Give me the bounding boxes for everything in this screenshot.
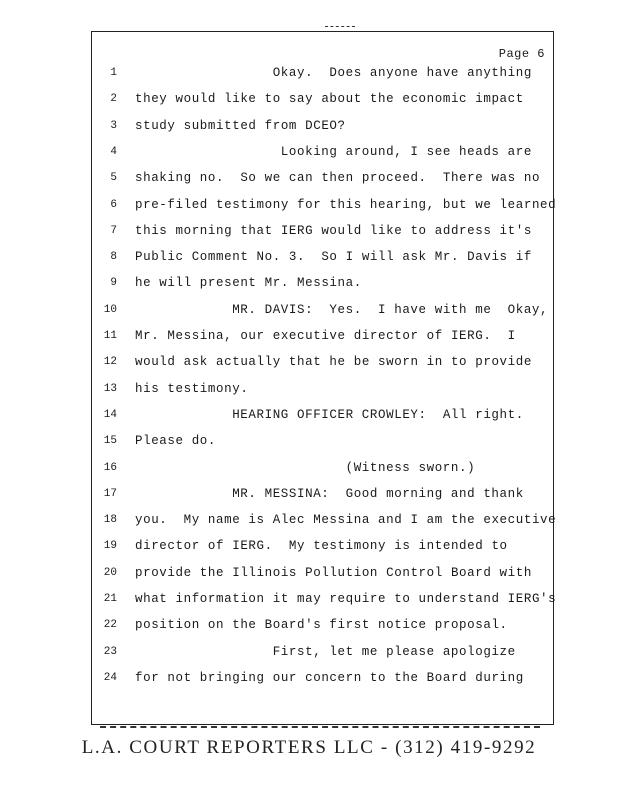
line-number: 23 (103, 645, 117, 658)
line-text: Okay. Does anyone have anything (272, 66, 532, 80)
line-number: 7 (110, 224, 117, 237)
transcript-line (92, 618, 553, 644)
transcript-line (92, 382, 553, 408)
line-text: MR. MESSINA: Good morning and thank (232, 486, 524, 501)
reporter-footer: L.A. COURT REPORTERS LLC - (312) 419-9292 (81, 737, 537, 758)
line-text: First, let me please apologize (272, 644, 516, 659)
line-text: you. My name is Alec Messina and I am the executive (135, 513, 557, 528)
transcript-line (92, 487, 553, 513)
transcript-line (92, 250, 553, 276)
line-number: 2 (110, 93, 117, 106)
transcript-line (92, 355, 553, 381)
line-number: 11 (103, 330, 117, 342)
line-number: 9 (110, 277, 117, 290)
transcript-line (92, 145, 553, 171)
line-number: 22 (103, 619, 117, 632)
line-number: 21 (103, 593, 117, 605)
line-number: 24 (103, 671, 117, 684)
line-text: study submitted from DCEO? (135, 118, 346, 133)
line-number: 20 (103, 566, 117, 579)
transcript-line (92, 197, 557, 224)
line-text: MR. DAVIS: Yes. I have with me Okay, (232, 302, 549, 317)
line-number: 15 (103, 435, 117, 448)
line-text: Public Comment No. 3. So I will ask Mr. Davis if (135, 250, 532, 265)
transcript-line (92, 434, 553, 460)
transcript-line (92, 566, 553, 592)
line-text: provide the Illinois Pollution Control Board with (135, 565, 532, 580)
transcript-line (92, 276, 553, 302)
transcript-line (92, 303, 553, 329)
line-text: director of IERG. My testimony is intended to (135, 539, 508, 554)
line-text: this morning that IERG would like to address it's (135, 223, 532, 238)
transcript-line (92, 329, 553, 355)
line-number: 3 (110, 119, 117, 132)
transcript-line (92, 171, 553, 197)
line-text: (Witness sworn.) (345, 460, 476, 475)
line-number: 6 (110, 198, 117, 211)
line-text: pre-filed testimony for this hearing, but we learned (135, 197, 557, 212)
transcript-line (92, 119, 553, 145)
transcript-line (92, 66, 553, 92)
scan-mark-top (325, 26, 355, 27)
line-number: 13 (103, 382, 117, 395)
line-number: 5 (110, 172, 117, 185)
line-text: Looking around, I see heads are (280, 144, 532, 159)
transcript-line (92, 408, 553, 434)
transcript-page (91, 31, 557, 725)
transcript-line (92, 592, 557, 618)
line-text: he will present Mr. Messina. (135, 276, 362, 291)
transcript-line (92, 224, 553, 250)
line-number: 8 (110, 251, 117, 264)
line-number: 4 (110, 145, 117, 158)
line-text: Please do. (135, 434, 217, 449)
line-number: 12 (103, 356, 117, 369)
line-number: 19 (103, 540, 117, 553)
line-text: would ask actually that he be sworn in to provide (135, 355, 532, 370)
transcript-line (92, 671, 553, 697)
line-number: 14 (103, 408, 117, 421)
line-number: 17 (103, 487, 117, 500)
line-number: 16 (103, 461, 117, 474)
transcript-line (92, 461, 553, 487)
line-text: shaking no. So we can then proceed. There was no (135, 171, 541, 186)
line-number: 10 (103, 303, 117, 316)
scan-mark-bottom (100, 726, 540, 728)
transcript-line (92, 92, 553, 118)
transcript-line (92, 513, 557, 539)
line-text: position on the Board's first notice proposal. (135, 618, 508, 633)
line-text: for not bringing our concern to the Board during (135, 670, 524, 685)
line-number: 1 (110, 67, 117, 79)
transcript-line (92, 645, 553, 671)
line-text: what information it may require to understand IERG's (135, 592, 557, 606)
line-text: his testimony. (135, 381, 249, 396)
line-number: 18 (103, 514, 117, 527)
transcript-line (92, 539, 553, 565)
line-text: they would like to say about the economic impact (135, 92, 524, 107)
line-text: HEARING OFFICER CROWLEY: All right. (232, 407, 524, 422)
line-text: Mr. Messina, our executive director of IERG. I (135, 329, 516, 343)
page-number: Page 6 (498, 47, 545, 61)
